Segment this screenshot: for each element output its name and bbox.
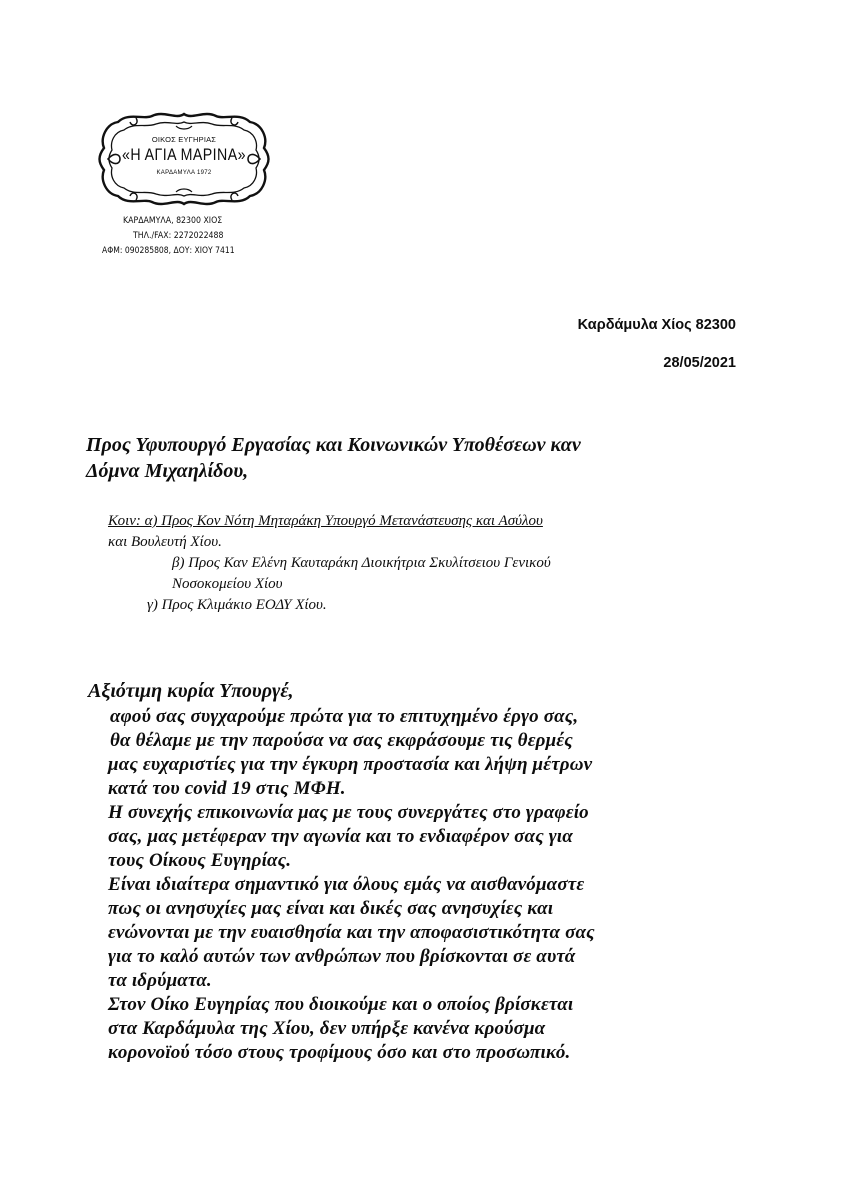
- copy-recipient-line: Νοσοκομείου Χίου: [172, 576, 283, 592]
- body-line: Η συνεχής επικοινωνία μας με τους συνεργάτες στο γραφείο: [108, 802, 589, 823]
- letterhead-tax-info: ΑΦΜ: 090285808, ΔΟΥ: ΧΙΟΥ 7411: [102, 246, 235, 256]
- body-line: μας ευχαριστίες για την έγκυρη προστασία και λήψη μέτρων: [108, 754, 593, 775]
- body-line: Στον Οίκο Ευγηρίας που διοικούμε και ο οποίος βρίσκεται: [108, 994, 574, 1015]
- body-line: πως οι ανησυχίες μας είναι και δικές σας ανησυχίες και: [108, 898, 554, 919]
- body-line: Είναι ιδιαίτερα σημαντικό για όλους εμάς να αισθανόμαστε: [108, 874, 585, 895]
- addressee-line: Δόμνα Μιχαηλίδου,: [86, 460, 249, 482]
- copy-recipient-line: β) Προς Καν Ελένη Καυταράκη Διοικήτρια Σκυλίτσειου Γενικού: [172, 555, 551, 571]
- logo-pretitle: ΟΙΚΟΣ ΕΥΓΗΡΙΑΣ: [151, 135, 217, 144]
- letterhead-phone: ΤΗΛ./FAX: 2272022488: [133, 231, 224, 241]
- body-line: κατά του covid 19 στις ΜΦΗ.: [108, 778, 346, 799]
- body-line: τους Οίκους Ευγηρίας.: [108, 850, 292, 871]
- body-line: αφού σας συγχαρούμε πρώτα για το επιτυχημένο έργο σας,: [110, 706, 579, 727]
- letter-date: 28/05/2021: [663, 355, 736, 371]
- addressee-line: Προς Υφυπουργό Εργασίας και Κοινωνικών Υποθέσεων καν: [86, 434, 581, 456]
- letter-place: Καρδάμυλα Χίος 82300: [577, 317, 736, 333]
- body-line: κορονοϊού τόσο στους τροφίμους όσο και στο προσωπικό.: [108, 1042, 571, 1063]
- salutation: Αξιότιμη κυρία Υπουργέ,: [88, 680, 294, 702]
- addressee-block: [86, 432, 766, 484]
- letterhead-address: ΚΑΡΔΑΜΥΛΑ, 82300 ΧΙΟΣ: [123, 216, 223, 226]
- body-line: τα ιδρύματα.: [108, 970, 212, 991]
- body-line: στα Καρδάμυλα της Χίου, δεν υπήρξε κανένα κρούσμα: [108, 1018, 546, 1039]
- logo-subtitle: ΚΑΡΔΑΜΥΛΑ 1972: [156, 170, 212, 176]
- copy-recipient-line: Κοιν: α) Προς Κον Νότη Μηταράκη Υπουργό Μετανάστευσης και Ασύλου: [108, 513, 543, 529]
- nursing-home-logo: [96, 110, 272, 208]
- body-line: ενώνονται με την ευαισθησία και την αποφασιστικότητα σας: [108, 922, 595, 943]
- copy-recipient-line: και Βουλευτή Χίου.: [108, 534, 222, 550]
- body-line: θα θέλαμε με την παρούσα να σας εκφράσουμε τις θερμές: [110, 730, 573, 751]
- body-line: για το καλό αυτών των ανθρώπων που βρίσκονται σε αυτά: [108, 946, 576, 967]
- copy-recipient-line: γ) Προς Κλιμάκιο ΕΟΔΥ Χίου.: [147, 597, 327, 613]
- logo-name: «Η ΑΓΙΑ ΜΑΡΙΝΑ»: [122, 146, 246, 164]
- body-line: σας, μας μετέφεραν την αγωνία και το ενδιαφέρον σας για: [108, 826, 573, 847]
